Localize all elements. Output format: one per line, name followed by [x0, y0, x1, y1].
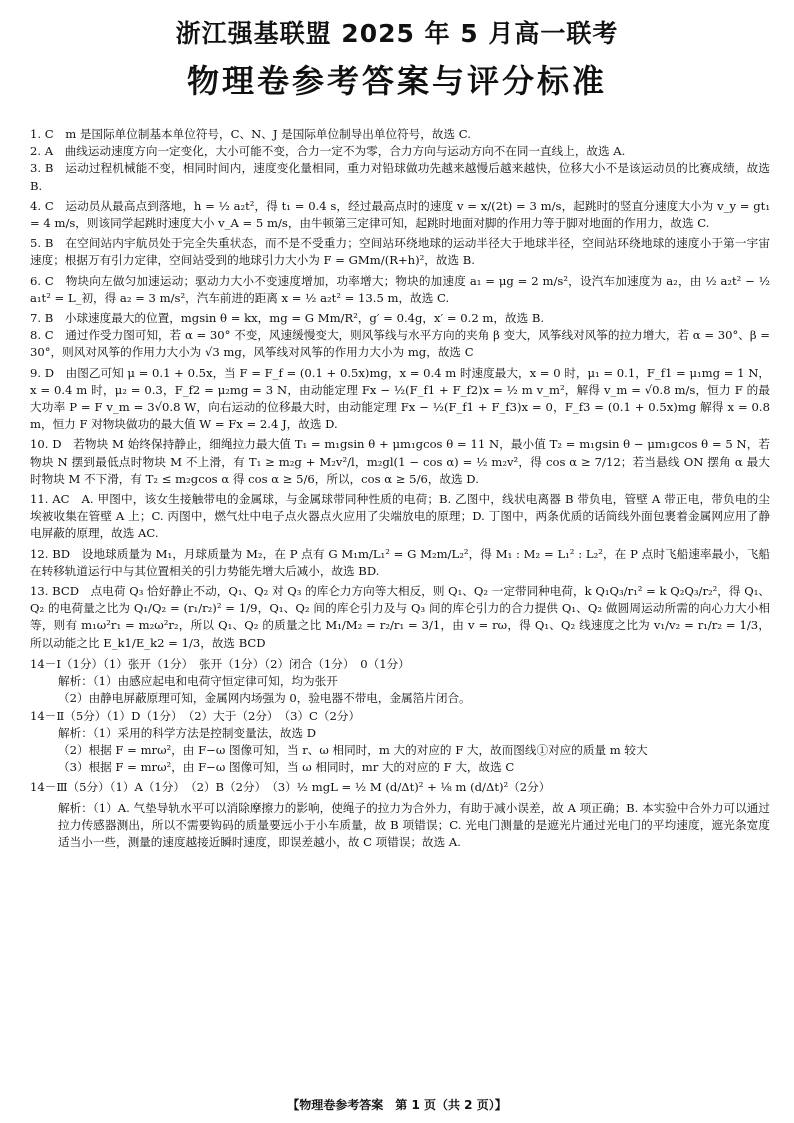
exam-title: 浙江强基联盟 2025 年 5 月高一联考: [175, 19, 619, 48]
answer-q8: 8. C 通过作受力图可知，若 α = 30° 不变，风速缓慢变大，则风筝线与水平方向的夹角 β 变大，风筝线对风筝的拉力增大，若 α = 30°、β = 30°，则风对风筝的作用力大小为 √3 mg，风筝线对风筝的作用力大小为 mg，故选 C: [30, 328, 770, 360]
answer-q3: 3. B 运动过程机械能不变，相同时间内，速度变化量相同，重力对铅球做功先越来越慢后越来越快，位移大小不是该运动员的比赛成绩，故选 B.: [30, 161, 770, 193]
answer-q13: 13. BCD 点电荷 Q₃ 恰好静止不动，Q₁、Q₂ 对 Q₃ 的库仑力方向等大相反，则 Q₁、Q₂ 一定带同种电荷，k Q₁Q₃/r₁² = k Q₂Q₃/r₂²，得 Q₁、Q₂ 的电荷量之比为 Q₁/Q₂ = (r₁/r₂)² = 1/9，Q₁、Q₂ 间的库仑引力及与 Q₃ 间的库仑引力的合力提供 Q₁、Q₂ 做圆周运动所需的向心力大小相等，则有 m₁ω²r₁ = m₂ω²r₂，所以 Q₁、Q₂ 的质量之比 M₁/M₂ = r₂/r₁ = 3/1，由 v = rω，得 Q₁、Q₂ 线速度之比为 v₁/v₂ = r₁/r₂ = 1/3，所以动能之比 E_k1/E_k2 = 1/3，故选 BCD: [30, 584, 770, 650]
answer-q10: 10. D 若物块 M 始终保持静止，细绳拉力最大值 T₁ = m₁gsin θ + μm₁gcos θ = 11 N，最小值 T₂ = m₁gsin θ − μm₁gcos θ = 5 N，若物块 N 摆到最低点时物块 M 不上滑，有 T₁ ≥ m₂g + M₂v²/l，m₂gl(1 − cos α) = ½ m₂v²，得 cos α ≥ 7/12；若当悬线 ON 摆角 α 最大时物块 M 不下滑，有 T₂ ≤ m₂gcos α 得 cos α ≥ 5/6，所以，cos α ≥ 5/6，故选 D.: [30, 437, 770, 486]
explanation-line: 解析：（1）A. 气垫导轨水平可以消除摩擦力的影响，使绳子的拉力为合外力，有助于减小误差，故 A 项正确；B. 本实验中合外力可以通过拉力传感器测出，所以不需要钩码的质量要远小于小车质量，故 B 项错误；C. 光电门测量的是遮光片通过光电门的平均速度，遮光条宽度适当小一些，测量的速度越接近瞬时速度，即误差越小，故 C 项错误；故选 A.: [58, 800, 770, 849]
answer-list: [30, 126, 770, 851]
answer-q4: 4. C 运动员从最高点到落地，h = ½ a₂t²，得 t₁ = 0.4 s，经过最高点时的速度 v = x/(2t) = 3 m/s，起跳时的竖直分速度大小为 v_y = gt₁ = 4 m/s，则该同学起跳时速度大小 v_A = 5 m/s，由牛顿第三定律可知，起跳时地面对脚的作用力等于脚对地面的作用力，故选 C.: [30, 198, 770, 231]
explanation-line: （2）根据 F = mrω²，由 F−ω 图像可知，当 r、ω 相同时，m 大的对应的 F 大，故而图线①对应的质量 m 较大: [58, 742, 648, 757]
explanation-line: 解析：（1）采用的科学方法是控制变量法，故选 D: [58, 725, 317, 740]
answer-q14-part2: 14－Ⅱ（5分）（1）D（1分） （2）大于（2分） （3）C（2分）: [30, 708, 361, 723]
document-title: 物理卷参考答案与评分标准: [186, 62, 607, 100]
answer-q11: 11. AC A. 甲图中，该女生接触带电的金属球，与金属球带同种性质的电荷；B. 乙图中，线状电离器 B 带负电，管壁 A 带正电，带负电的尘埃被收集在管壁 A 上；C. 丙图中，燃气灶中电子点火器点火应用了尖端放电的原理；D. 丁图中，两条优质的话筒线外面包裹着金属网应用了静电屏蔽的原理，故选 AC.: [30, 492, 770, 541]
answer-q2: 2. A 曲线运动速度方向一定变化，大小可能不变，合力一定不为零，合力方向与运动方向不在同一直线上，故选 A.: [30, 144, 626, 159]
answer-q14-part1: 14－Ⅰ（1分）（1）张开（1分） 张开（1分）（2）闭合（1分） 0（1分）: [30, 656, 410, 671]
explanation-line: （3）根据 F = mrω²，由 F−ω 图像可知，当 ω 相同时，mr 大的对应的 F 大，故选 C: [58, 760, 515, 775]
page-footer: 【物理卷参考答案 第 1 页（共 2 页）】: [287, 1098, 507, 1112]
answer-q6: 6. C 物块向左做匀加速运动；驱动力大小不变速度增加，功率增大；物块的加速度 a₁ = μg = 2 m/s²，设汽车加速度为 a₂，由 ½ a₂t² − ½ a₁t² = L_初，得 a₂ = 3 m/s²，汽车前进的距离 x = ½ a₂t² = 13.5 m，故选 C.: [30, 273, 770, 305]
explanation-line: （2）由静电屏蔽原理可知，金属网内场强为 0，验电器不带电，金属箔片闭合。: [58, 691, 471, 706]
answer-q12: 12. BD 设地球质量为 M₁，月球质量为 M₂，在 P 点有 G M₁m/L₁² = G M₂m/L₂²，得 M₁ : M₂ = L₁² : L₂²，在 P 点时飞船速率最小，飞船在转移轨道运行中与其位置相关的引力势能先增大后减小，故选 BD.: [30, 546, 770, 578]
answer-q14-part3: 14－Ⅲ（5分）（1）A（1分） （2）B（2分） （3）½ mgL = ½ M (d/Δt)² + ⅛ m (d/Δt)²（2分）: [30, 780, 551, 795]
answer-q9: 9. D 由图乙可知 μ = 0.1 + 0.5x，当 F = F_f = (0.1 + 0.5x)mg，x = 0.4 m 时速度最大，x = 0 时，μ₁ = 0.1，F_f1 = μ₁mg = 1 N，x = 0.4 m 时，μ₂ = 0.3，F_f2 = μ₂mg = 3 N，由动能定理 Fx − ½(F_f1 + F_f2)x = ½ m v_m²，解得 v_m = √0.8 m/s，恒力 F 的最大功率 P = F v_m = 3√0.8 W，向右运动的位移最大时，由动能定理 Fx − ½(F_f1 + F_f3)x = 0，F_f3 = (0.1 + 0.5x)mg 解得 x = 0.8 m，恒力 F 对物块做功的最大值 W = Fx = 2.4 J，故选 D.: [30, 365, 770, 432]
answer-q1: 1. C m 是国际单位制基本单位符号，C、N、J 是国际单位制导出单位符号，故选 C.: [30, 127, 471, 141]
explanation-line: 解析：（1）由感应起电和电荷守恒定律可知，均为张开: [58, 674, 338, 689]
answer-q5: 5. B 在空间站内宇航员处于完全失重状态，而不是不受重力；空间站环绕地球的运动半径大于地球半径，空间站环绕地球的速度小于第一宇宙速度；根据万有引力定律，空间站受到的地球引力大小为 F = GMm/(R+h)²，故选 B.: [30, 236, 770, 268]
answer-q7: 7. B 小球速度最大的位置，mgsin θ = kx，mg = G Mm/R²，g′ = 0.4g，x′ = 0.2 m，故选 B.: [30, 311, 545, 326]
